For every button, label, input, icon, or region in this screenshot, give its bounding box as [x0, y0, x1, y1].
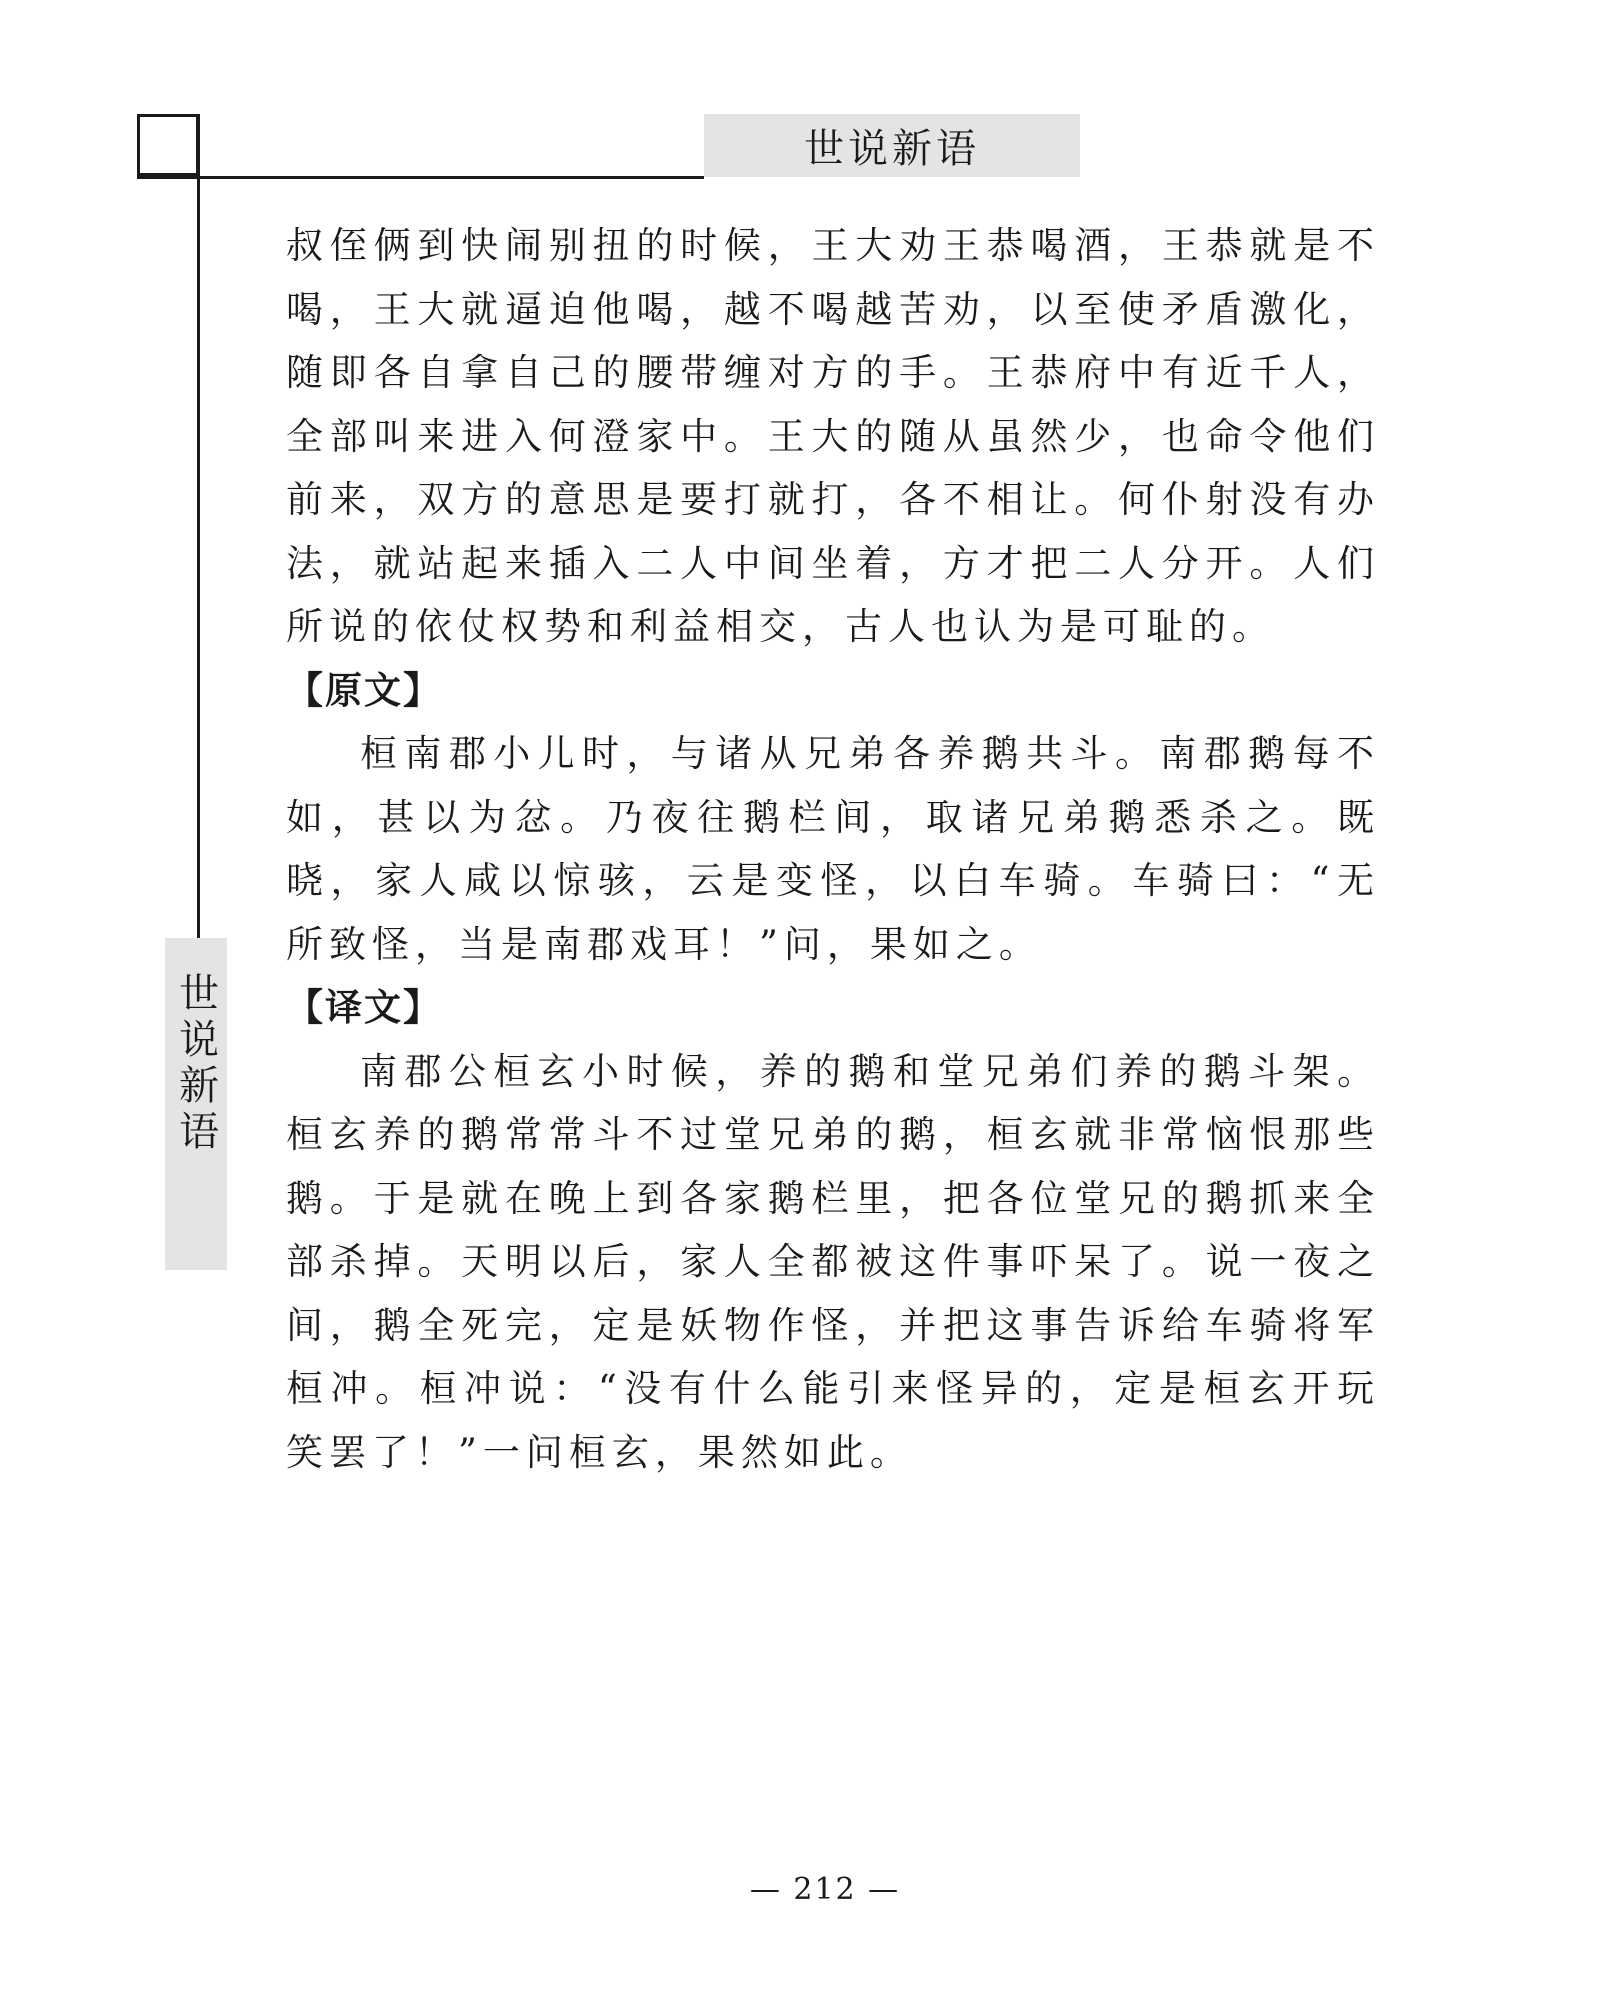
header-rule: [137, 176, 704, 179]
running-header-title: 世说新语: [704, 114, 1080, 177]
side-tab-label: 世说新语: [172, 972, 219, 1156]
original-text-heading: 【原文】: [286, 668, 442, 712]
translation-paragraph: 南郡公桓玄小时候，养的鹅和堂兄弟们养的鹅斗架。桓玄养的鹅常常斗不过堂兄弟的鹅，桓玄就非常恼恨那些鹅。于是就在晚上到各家鹅栏里，把各位堂兄的鹅抓来全部杀掉。天明以后，家人全都被这件事吓呆了。说一夜之间，鹅全死完，定是妖物作怪，并把这事告诉给车骑将军桓冲。桓冲说：“没有什么能引来怪异的，定是桓玄开玩笑罢了！”一问桓玄，果然如此。: [286, 1049, 1380, 1474]
translation-heading: 【译文】: [286, 986, 442, 1029]
page-content: [286, 214, 1380, 1484]
page-number: — 212 —: [749, 1872, 901, 1907]
header-corner-box: [137, 114, 199, 176]
side-rule: [197, 114, 200, 940]
continuation-paragraph: 叔侄俩到快闹别扭的时候，王大劝王恭喝酒，王恭就是不喝，王大就逼迫他喝，越不喝越苦劝，以至使矛盾激化，随即各自拿自己的腰带缠对方的手。王恭府中有近千人，全部叫来进入何澄家中。王大的随从虽然少，也命令他们前来，双方的意思是要打就打，各不相让。何仆射没有办法，就站起来插入二人中间坐着，方才把二人分开。人们所说的依仗权势和利益相交，古人也认为是可耻的。: [286, 224, 1380, 648]
original-text-paragraph: 桓南郡小儿时，与诸从兄弟各养鹅共斗。南郡鹅每不如，甚以为忿。乃夜往鹅栏间，取诸兄弟鹅悉杀之。既晓，家人咸以惊骇，云是变怪，以白车骑。车骑曰：“无所致怪，当是南郡戏耳！”问，果如之。: [286, 732, 1380, 966]
side-tab: [165, 938, 227, 1270]
